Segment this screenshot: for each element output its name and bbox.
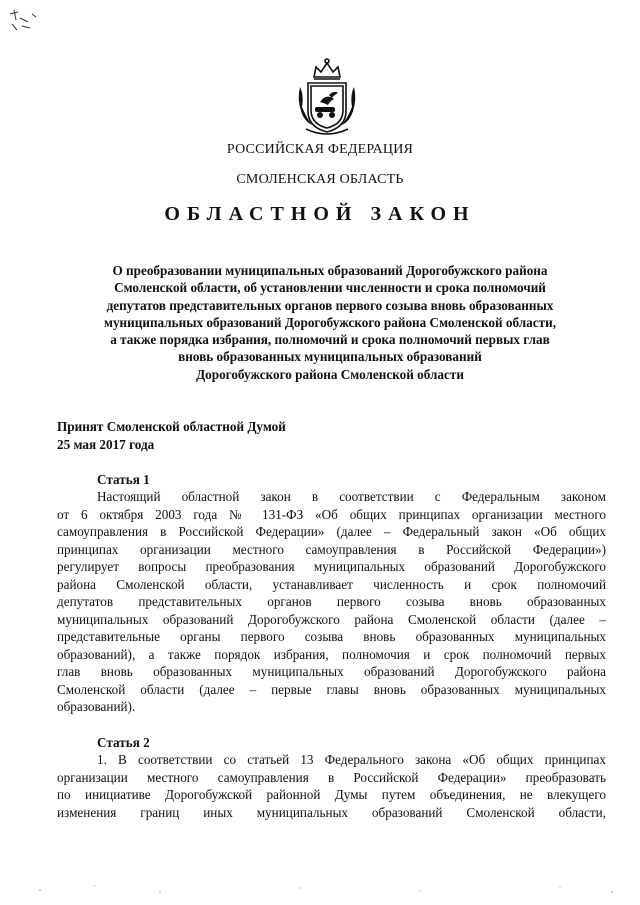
article-1-heading: Статья 1: [97, 472, 150, 487]
text-line: регулирует вопросы преобразования муниципальных образований Дорогобужского: [57, 559, 606, 574]
text-line: района Смоленской области, устанавливает численность и срок полномочий: [57, 576, 606, 592]
title-line: вновь образованных муниципальных образований: [178, 349, 482, 365]
title-line: Дорогобужского района Смоленской области: [196, 366, 464, 382]
adoption-note: [57, 418, 286, 453]
region-heading: СМОЛЕНСКАЯ ОБЛАСТЬ: [236, 172, 404, 187]
smolensk-coat-of-arms-icon: [296, 55, 358, 135]
adoption-date: 25 мая 2017 года: [57, 436, 155, 452]
scan-artifact-mark: [8, 8, 48, 38]
text-line: изменения границ иных муниципальных образований Смоленской области,: [57, 804, 606, 820]
document-type-heading: ОБЛАСТНОЙ ЗАКОН: [164, 203, 476, 225]
article-1-text: [57, 488, 606, 716]
text-line: самоуправления в Российской Федерации» (далее – Федеральный закон «Об общих: [57, 524, 606, 539]
text-line: 1. В соответствии со статьей 13 Федерального закона «Об общих принципах: [97, 752, 606, 767]
text-line: образований), а также порядок избрания, полномочия и срок полномочий первых: [57, 646, 606, 662]
country-heading: РОССИЙСКАЯ ФЕДЕРАЦИЯ: [226, 142, 414, 157]
text-line: муниципальных образований Дорогобужского района Смоленской области (далее –: [57, 611, 606, 627]
text-line: Смоленской области (далее – первые главы вновь образованных муниципальных: [57, 681, 606, 697]
article-2-text: [57, 751, 606, 821]
text-line: Настоящий областной закон в соответствии с Федеральным законом: [97, 489, 606, 504]
text-line: депутатов представительных органов первого созыва вновь образованных: [57, 594, 606, 609]
title-line: муниципальных образований Дорогобужского района Смоленской области,: [103, 314, 556, 330]
title-line: Смоленской области, об установлении численности и срока полномочий: [114, 280, 546, 296]
adoption-body: Принят Смоленской областной Думой: [57, 419, 286, 434]
law-title: [50, 262, 610, 383]
text-line: по инициативе Дорогобужской районной Думы путем объединения, не влекущего: [57, 787, 606, 802]
title-line: а также порядка избрания, полномочий и срока полномочий первых глав: [110, 332, 550, 348]
text-line: от 6 октября 2003 года № 131-ФЗ «Об общих принципах организации местного: [57, 506, 606, 522]
text-line: глав вновь образованных муниципальных образований Дорогобужского района: [57, 664, 606, 679]
title-line: О преобразовании муниципальных образований Дорогобужского района: [112, 263, 548, 278]
text-line: представительные органы первого созыва вновь образованных муниципальных: [57, 629, 606, 644]
text-line: образований).: [57, 699, 136, 714]
scan-artifact-dots: [0, 880, 640, 900]
title-line: депутатов представительных органов первого созыва вновь образованных: [106, 297, 554, 313]
article-2-heading: Статья 2: [97, 735, 150, 750]
text-line: организации местного самоуправления в Российской Федерации» преобразовать: [57, 769, 606, 785]
text-line: принципах организации местного самоуправления в Российской Федерации»): [57, 541, 606, 557]
